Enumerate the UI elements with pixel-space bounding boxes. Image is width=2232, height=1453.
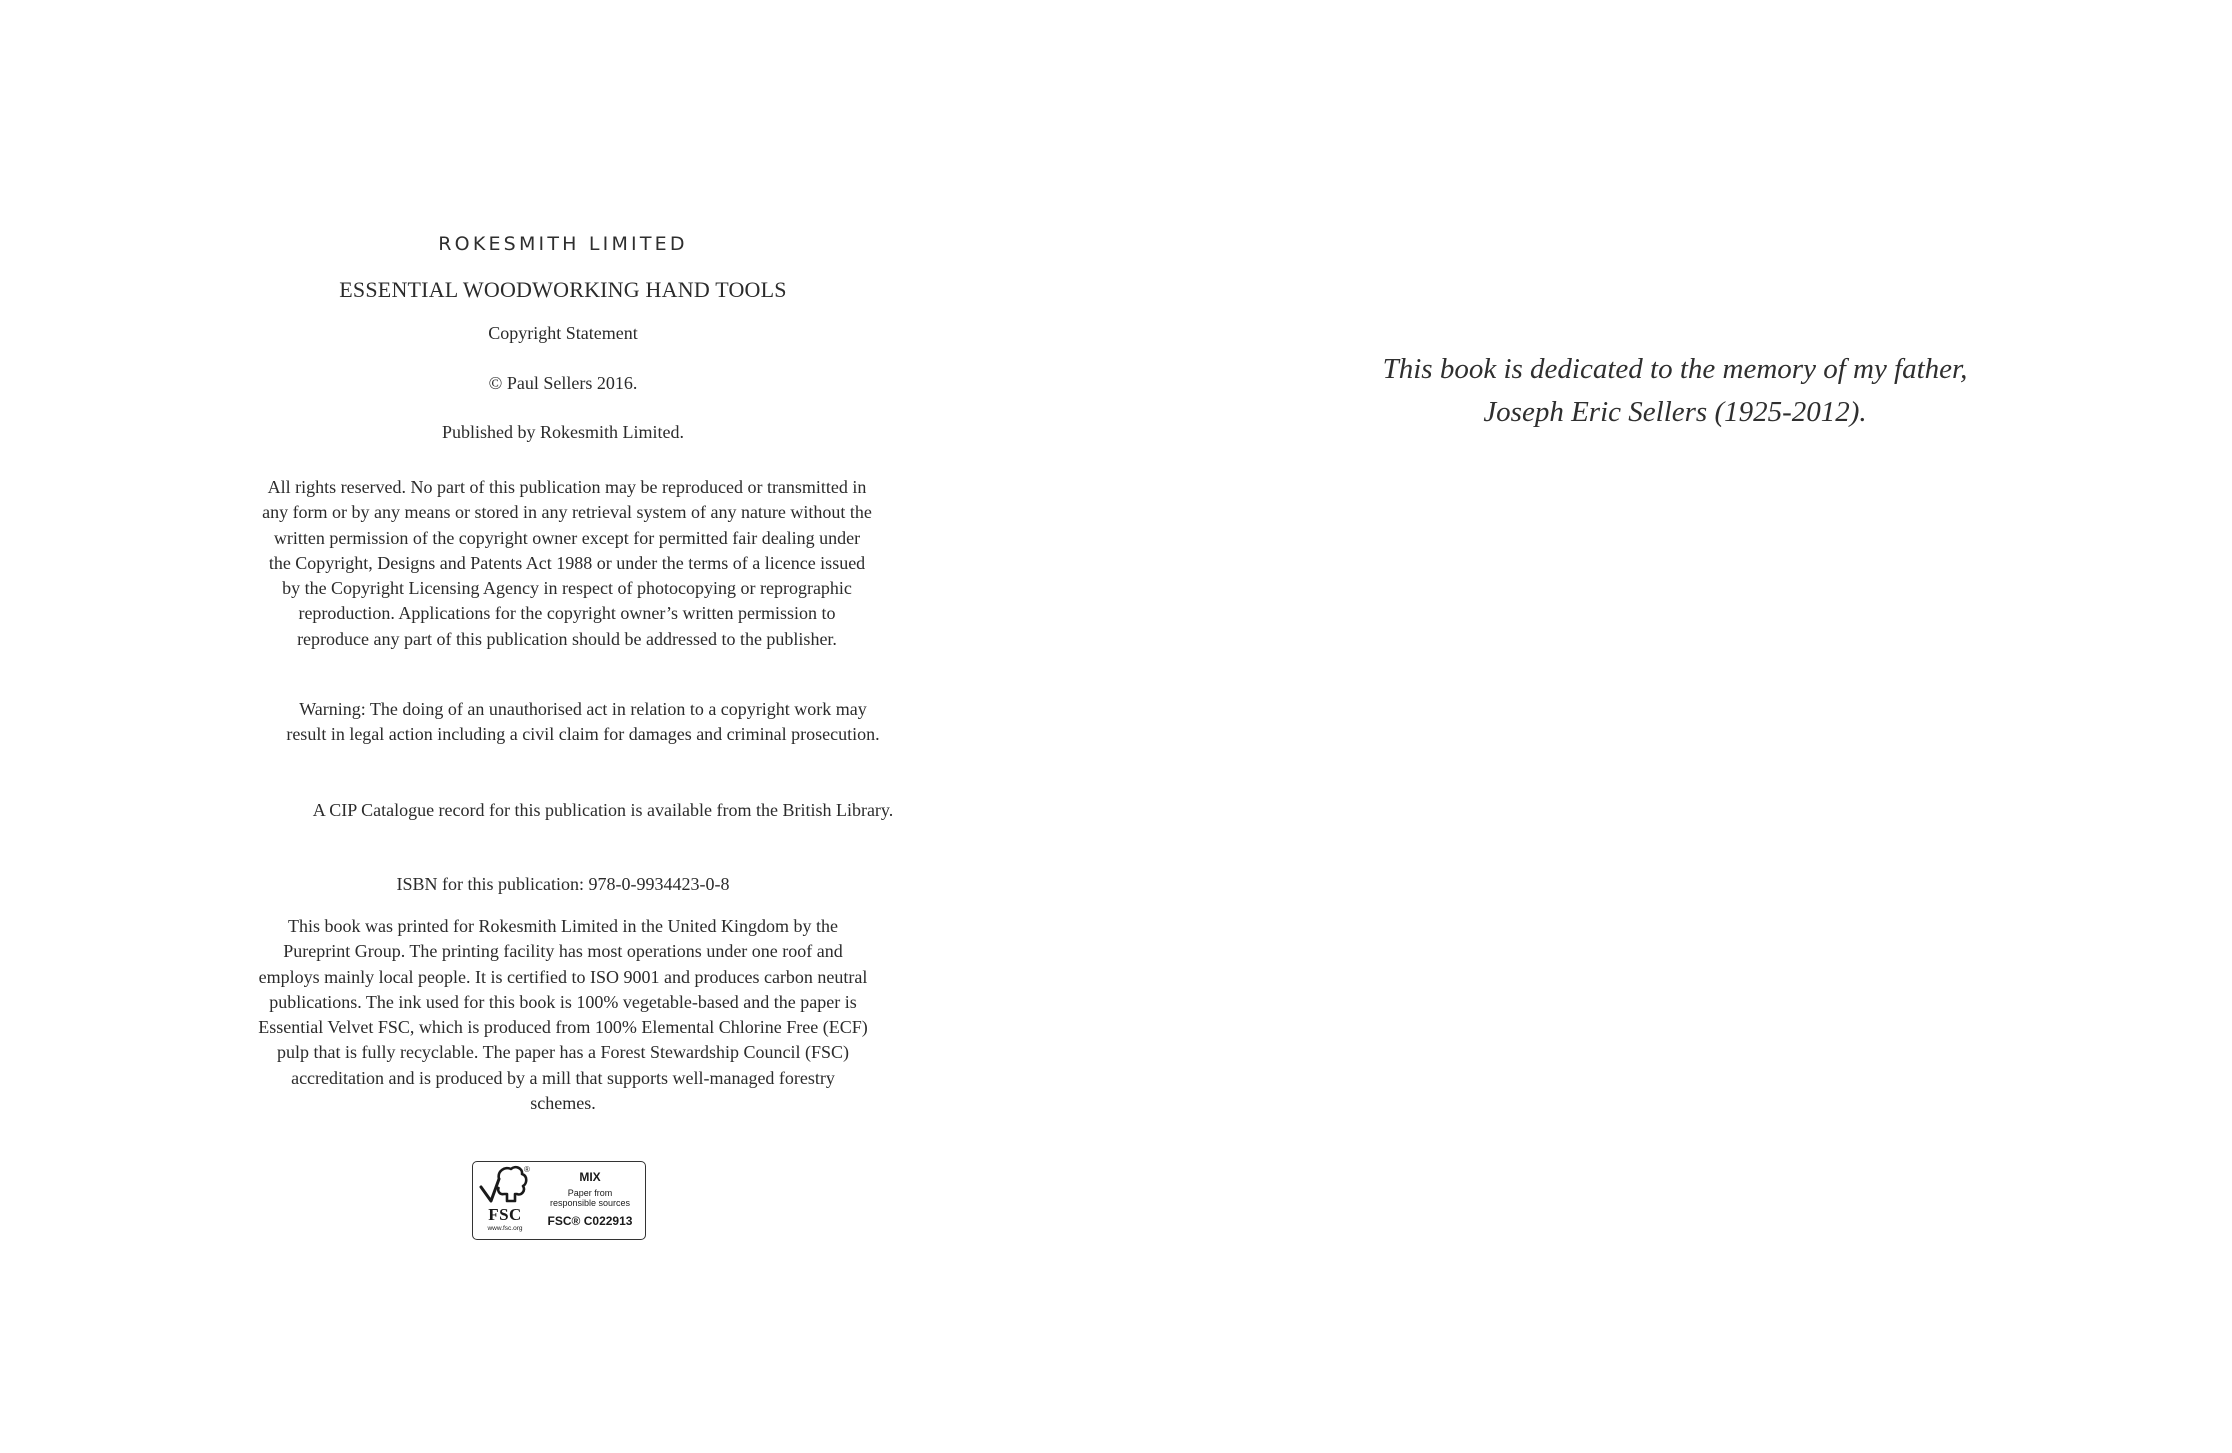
registered-mark: ® [524, 1165, 530, 1174]
printing-paragraph: This book was printed for Rokesmith Limited in the United Kingdom by the Pureprint Group. The printing facility has most operations under one roof and employs mainly local people. It is certified to ISO 9001 and produces carbon neutral publications. The ink used for this book is 100% vegetable-based and the paper is Essential Velvet FSC, which is produced from 100% Elemental Chlorine Free (ECF) pulp that is fully recyclable. The paper has a Forest Stewardship Council (FSC) accreditation and is produced by a mill that supports well-managed forestry schemes. [258, 916, 868, 1114]
warning-paragraph: Warning: The doing of an unauthorised act in relation to a copyright work may result in legal action including a civil claim for damages and criminal prosecution. [286, 699, 880, 745]
fsc-mix-label: MIX [579, 1170, 601, 1184]
fsc-url: www.fsc.org [487, 1225, 523, 1232]
section-heading: Copyright Statement [488, 323, 638, 343]
right-page [1116, 0, 2232, 1453]
rights-paragraph: All rights reserved. No part of this publication may be reproduced or transmitted in any form or by any means or stored in any retrieval system of any nature without the written permission of the copyright owner except for permitted fair dealing under the Copyright, Designs and Patents Act 1988 or under the terms of a licence issued by the Copyright Licensing Agency in respect of photocopying or reprographic reproduction. Applications for the copyright owner’s written permission to reproduce any part of this publication should be addressed to the publisher. [262, 477, 872, 649]
copyright-line: © Paul Sellers 2016. [488, 373, 638, 393]
fsc-logo [472, 1161, 646, 1240]
fsc-wordmark: FSC [488, 1205, 522, 1224]
dedication-line-2: Joseph Eric Sellers (1925-2012). [1483, 396, 1867, 428]
cip-paragraph: A CIP Catalogue record for this publication is available from the British Library. [312, 800, 894, 820]
dedication-line-1: This book is dedicated to the memory of my father, [1382, 353, 1968, 385]
isbn-line: ISBN for this publication: 978-0-9934423-0-8 [396, 874, 730, 894]
dedication [1300, 348, 2050, 434]
publisher-line: Published by Rokesmith Limited. [442, 422, 684, 442]
fsc-sub-line-1: Paper from [567, 1188, 613, 1198]
imprint-name: ROKESMITH LIMITED [438, 233, 688, 255]
book-title: ESSENTIAL WOODWORKING HAND TOOLS [339, 277, 787, 302]
fsc-sub-line-2: responsible sources [549, 1198, 631, 1208]
fsc-label-block [537, 1170, 643, 1228]
fsc-license-code: FSC® C022913 [547, 1214, 633, 1228]
